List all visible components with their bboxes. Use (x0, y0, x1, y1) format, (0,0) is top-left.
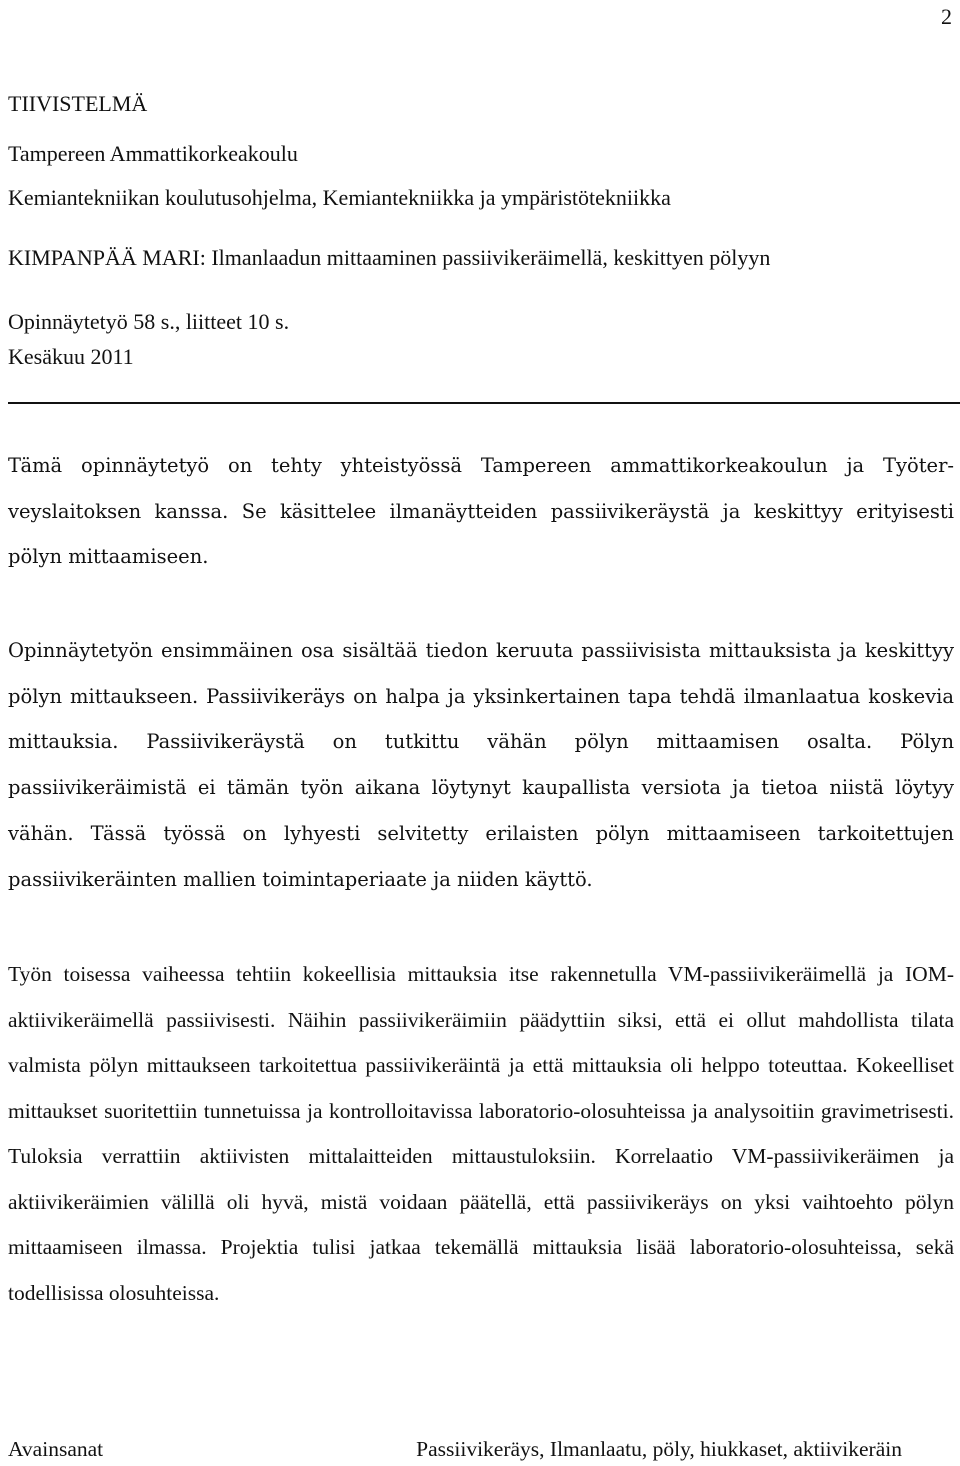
abstract-paragraph-3: Työn toisessa vaiheessa tehtiin kokeellisia mittauksia itse rakennetulla VM-passiivikeräimellä ja IOM-aktiivikeräimellä passiivisesti. Näihin passiivikeräimiin päädyttiin siksi, että ei ollut mahdollista tilata valmista pölyn mittaukseen tarkoitettua passiivikeräintä ja että mittauksia oli helppo toteuttaa. Kokeelliset mittaukset suoritettiin tunnetuissa ja kontrolloitavissa laboratorio-olosuhteissa ja analysoitiin gravimetrisesti. Tuloksia verrattiin aktiivisten mittalaitteiden mittaustuloksiin. Korrelaatio VM-passiivikeräimen ja aktiivikeräimien välillä oli hyvä, mistä voidaan päätellä, että passiivikeräys on yksi vaihtoehto pölyn mittaamiseen ilmassa. Projektia tulisi jatkaa tekemällä mittauksia lisää laboratorio-olosuhteissa, sekä todellisissa olosuhteissa. (8, 962, 954, 1305)
keywords-row (8, 1436, 902, 1462)
keywords-list: Passiivikeräys, Ilmanlaatu, pöly, hiukkaset, aktiivikeräin (416, 1437, 902, 1461)
school-name: Tampereen Ammattikorkeakoulu (8, 141, 298, 166)
header-divider (8, 402, 960, 404)
abstract-title: TIIVISTELMÄ (8, 91, 148, 116)
publication-date: Kesäkuu 2011 (8, 344, 134, 369)
author-and-thesis-title: KIMPANPÄÄ MARI: Ilmanlaadun mittaaminen passiivikeräimellä, keskittyen pölyyn (8, 245, 771, 270)
abstract-paragraph-1: Tämä opinnäytetyö on tehty yhteistyössä Tampereen ammattikorkeakoulun ja Työterveyslaitoksen kanssa. Se käsittelee ilmanäytteiden passiivikeräystä ja keskittyy erityisesti pölyn mittaamiseen. (8, 454, 954, 569)
keywords-label: Avainsanat (8, 1437, 104, 1461)
abstract-paragraph-2: Opinnäytetyön ensimmäinen osa sisältää tiedon keruuta passiivisista mittauksista ja keskittyy pölyn mittaukseen. Passiivikeräys on halpa ja yksinkertainen tapa tehdä ilmanlaatua koskevia mittauksia. Passiivikeräystä on tutkittu vähän pölyn mittaamisen osalta. Pölyn passiivikeräimistä ei tämän työn aikana löytynyt kaupallista versiota ja tietoa niistä löytyy vähän. Tässä työssä on lyhyesti selvitetty erilaisten pölyn mittaamiseen tarkoitettujen passiivikeräinten mallien toimintaperiaate ja niiden käyttö. (8, 639, 954, 891)
page-number: 2 (941, 4, 952, 29)
page-count: Opinnäytetyö 58 s., liitteet 10 s. (8, 309, 290, 334)
degree-program: Kemiantekniikan koulutusohjelma, Kemiantekniikka ja ympäristötekniikka (8, 185, 671, 210)
